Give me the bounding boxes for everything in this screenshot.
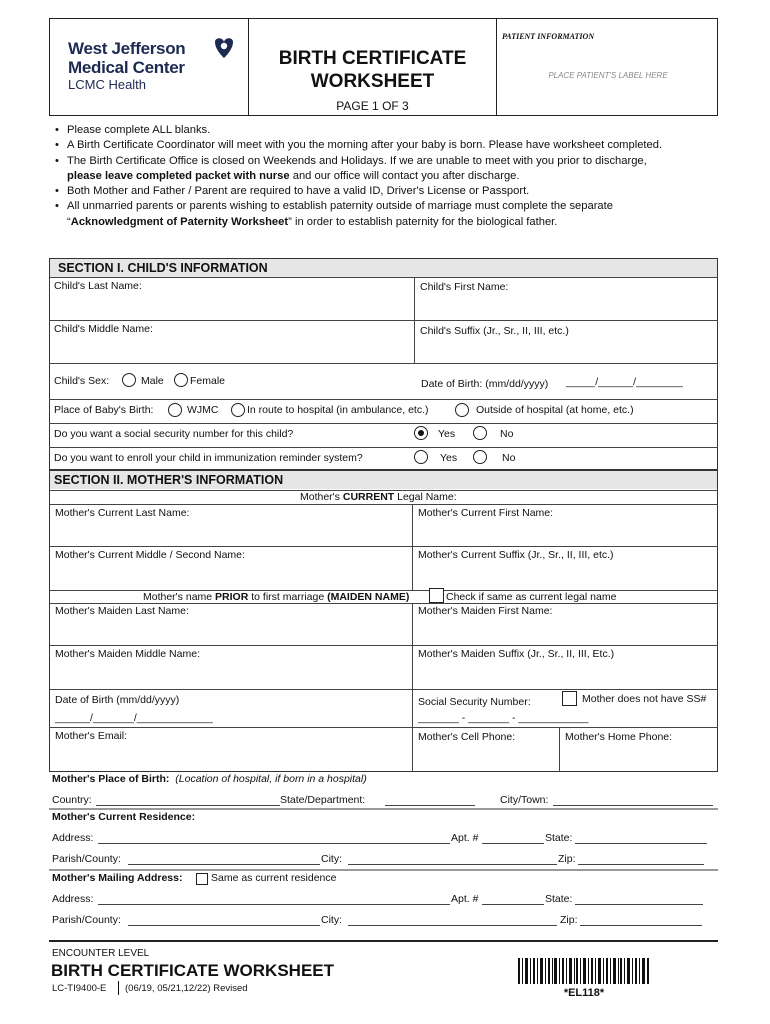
- divider: [49, 808, 718, 810]
- logo-mark-icon: [211, 36, 237, 62]
- residence-parish-input[interactable]: [128, 864, 320, 865]
- instruction-text: Both Mother and Father / Parent are required to have a valid ID, Driver's License or Passport.: [67, 185, 530, 198]
- city-town-input[interactable]: [553, 805, 713, 806]
- mailing-city-label: City:: [321, 914, 342, 926]
- country-label: Country:: [52, 794, 92, 806]
- list-item: [55, 123, 715, 138]
- child-dob-input[interactable]: _____/______/________: [566, 376, 683, 388]
- female-label: Female: [190, 375, 226, 387]
- mother-current-first-name-field[interactable]: Mother's Current First Name:: [418, 507, 554, 519]
- form-number: LC-TI9400-E: [52, 983, 107, 994]
- divider: [49, 320, 718, 321]
- patient-label-area: PLACE PATIENT'S LABEL HERE: [548, 71, 668, 80]
- mailing-parish-label: Parish/County:: [52, 914, 121, 926]
- divider: [49, 603, 718, 604]
- instruction-text: The Birth Certificate Office is closed on Weekends and Holidays. If we are unable to meet with you prior to discharge,: [67, 154, 647, 167]
- heading-bold: Mother's Current Residence:: [52, 811, 196, 823]
- divider: [49, 504, 718, 505]
- heading-bold: PRIOR: [215, 591, 249, 603]
- child-dob-label: Date of Birth: (mm/dd/yyyy): [421, 378, 549, 390]
- mailing-state-input[interactable]: [575, 904, 703, 905]
- header-divider: [496, 19, 497, 115]
- divider: [49, 423, 718, 424]
- mailing-city-input[interactable]: [348, 925, 557, 926]
- org-name-line2: Medical Center: [68, 58, 185, 77]
- divider: [49, 546, 718, 547]
- encounter-level: ENCOUNTER LEVEL: [52, 948, 150, 959]
- mailing-address-heading: [52, 872, 182, 884]
- instruction-text: All unmarried parents or parents wishing to establish paternity outside of marriage must complete the separate: [67, 200, 613, 213]
- residence-state-label: State:: [545, 832, 573, 844]
- maiden-name-heading: [143, 591, 409, 603]
- residence-zip-input[interactable]: [578, 864, 704, 865]
- sex-female-radio[interactable]: [174, 373, 188, 387]
- ssn-no-radio[interactable]: [473, 426, 487, 440]
- divider: [49, 277, 718, 278]
- divider: [49, 689, 718, 690]
- patient-info-heading: PATIENT INFORMATION: [502, 32, 595, 41]
- revision-dates: (06/19, 05/21,12/22) Revised: [125, 983, 248, 994]
- heading-text: Legal Name:: [394, 491, 457, 503]
- mother-current-suffix-field[interactable]: Mother's Current Suffix (Jr., Sr., II, III, etc.): [418, 549, 614, 561]
- org-name-line3: LCMC Health: [68, 77, 147, 92]
- place-outside-radio[interactable]: [455, 403, 469, 417]
- divider: [49, 727, 718, 728]
- mailing-address-input[interactable]: [98, 904, 450, 905]
- barcode: [518, 958, 650, 984]
- mailing-address-label: Address:: [52, 893, 94, 905]
- mother-maiden-suffix-field[interactable]: Mother's Maiden Suffix (Jr., Sr., II, III, Etc.): [418, 648, 615, 660]
- state-department-input[interactable]: [385, 805, 475, 806]
- current-legal-name-heading: [300, 491, 457, 503]
- place-of-birth-label: Place of Baby's Birth:: [54, 404, 154, 416]
- mother-maiden-last-name-field[interactable]: Mother's Maiden Last Name:: [55, 605, 189, 617]
- instruction-bold: please leave completed packet with nurse: [67, 169, 290, 182]
- heading-bold: CURRENT: [342, 491, 395, 503]
- mother-dob-input[interactable]: ______/_______/_____________: [55, 712, 213, 724]
- instruction-text: A Birth Certificate Coordinator will meet with you the morning after your baby is born. Please have worksheet completed.: [67, 139, 663, 152]
- heading-bold: Mother's Mailing Address:: [52, 872, 183, 884]
- section1-title: SECTION I. CHILD'S INFORMATION: [58, 261, 268, 275]
- immunization-yes-radio[interactable]: [414, 450, 428, 464]
- same-as-residence-checkbox[interactable]: [196, 873, 208, 885]
- no-ssn-checkbox[interactable]: [562, 691, 577, 706]
- instruction-text: in order to establish paternity for the biological father.: [291, 215, 558, 228]
- footer-rule: [49, 940, 718, 942]
- mother-cell-phone-field[interactable]: Mother's Cell Phone:: [418, 731, 516, 743]
- city-town-label: City/Town:: [500, 794, 549, 806]
- instruction-text: Please complete ALL blanks.: [67, 124, 211, 136]
- place-in-route-radio[interactable]: [231, 403, 245, 417]
- no-label: No: [500, 428, 514, 440]
- header-box: [49, 18, 718, 116]
- list-item: [55, 138, 715, 153]
- yes-label: Yes: [438, 428, 456, 440]
- residence-city-input[interactable]: [348, 864, 557, 865]
- quote-mark: ”: [288, 215, 292, 228]
- ssn-yes-radio[interactable]: [414, 426, 428, 440]
- mother-email-field[interactable]: Mother's Email:: [55, 730, 128, 742]
- same-as-legal-checkbox[interactable]: [429, 588, 444, 603]
- page-number: PAGE 1 OF 3: [336, 99, 409, 113]
- heading-bold: (MAIDEN NAME): [327, 591, 410, 603]
- same-as-residence-label: Same as current residence: [211, 872, 337, 884]
- current-residence-heading: [52, 811, 195, 823]
- footer-title: BIRTH CERTIFICATE WORKSHEET: [51, 961, 335, 980]
- divider: [412, 504, 413, 590]
- residence-address-input[interactable]: [98, 843, 450, 844]
- divider: [559, 727, 560, 772]
- heading-text: Mother's name: [143, 591, 216, 603]
- child-last-name-field[interactable]: Child's Last Name:: [54, 280, 142, 292]
- form-title-line1: BIRTH CERTIFICATE: [278, 48, 467, 69]
- residence-city-label: City:: [321, 853, 342, 865]
- country-input[interactable]: [96, 805, 280, 806]
- heading-text: Mother's: [300, 491, 343, 503]
- no-ssn-label: Mother does not have SS#: [582, 693, 707, 705]
- mother-dob-label: Date of Birth (mm/dd/yyyy): [55, 694, 180, 706]
- no-label: No: [502, 452, 516, 464]
- in-route-label: In route to hospital (in ambulance, etc.): [247, 404, 429, 416]
- place-wjmc-radio[interactable]: [168, 403, 182, 417]
- form-title-line2: WORKSHEET: [310, 71, 435, 92]
- mailing-zip-input[interactable]: [580, 925, 702, 926]
- mother-ssn-label: Social Security Number:: [418, 696, 531, 708]
- divider: [49, 363, 718, 364]
- divider: [412, 689, 413, 772]
- residence-address-label: Address:: [52, 832, 94, 844]
- divider: [49, 447, 718, 448]
- instructions-list: [55, 123, 715, 230]
- instruction-text: and our office will contact you after discharge.: [289, 169, 520, 182]
- heading-text: to first marriage: [248, 591, 328, 603]
- divider: [49, 399, 718, 400]
- child-middle-name-field[interactable]: Child's Middle Name:: [54, 323, 153, 335]
- mother-current-last-name-field[interactable]: Mother's Current Last Name:: [55, 507, 190, 519]
- residence-apt-label: Apt. #: [451, 832, 479, 844]
- barcode-text: *EL118*: [563, 987, 605, 999]
- organization-logo: [68, 39, 238, 92]
- child-sex-label: Child's Sex:: [54, 375, 110, 387]
- list-item: [55, 199, 715, 230]
- mailing-apt-input[interactable]: [482, 904, 544, 905]
- residence-apt-input[interactable]: [482, 843, 544, 844]
- same-as-legal-label: Check if same as current legal name: [446, 591, 617, 603]
- yes-label: Yes: [440, 452, 458, 464]
- mother-place-of-birth-heading: [52, 773, 367, 785]
- divider: [412, 603, 413, 689]
- immunization-question: Do you want to enroll your child in immunization reminder system?: [54, 452, 363, 464]
- list-item: [55, 154, 715, 185]
- sex-male-radio[interactable]: [122, 373, 136, 387]
- male-label: Male: [141, 375, 164, 387]
- state-department-label: State/Department:: [280, 794, 366, 806]
- mailing-apt-label: Apt. #: [451, 893, 479, 905]
- child-first-name-field[interactable]: Child's First Name:: [420, 281, 509, 293]
- outside-label: Outside of hospital (at home, etc.): [476, 404, 634, 416]
- heading-bold: Mother's Place of Birth:: [52, 773, 170, 785]
- mother-home-phone-field[interactable]: Mother's Home Phone:: [565, 731, 673, 743]
- divider: [49, 869, 718, 871]
- footer-separator: [118, 981, 119, 995]
- heading-italic: (Location of hospital, if born in a hospital): [175, 773, 367, 785]
- instruction-bold: Acknowledgment of Paternity Worksheet: [70, 215, 289, 228]
- wjmc-label: WJMC: [187, 404, 219, 416]
- residence-parish-label: Parish/County:: [52, 853, 121, 865]
- child-suffix-field[interactable]: Child's Suffix (Jr., Sr., II, III, etc.): [420, 325, 569, 337]
- mother-current-middle-name-field[interactable]: Mother's Current Middle / Second Name:: [55, 549, 245, 561]
- divider: [49, 645, 718, 646]
- residence-zip-label: Zip:: [558, 853, 576, 865]
- quote-mark: “: [67, 215, 71, 228]
- section2-title: SECTION II. MOTHER'S INFORMATION: [54, 473, 284, 487]
- mailing-state-label: State:: [545, 893, 573, 905]
- ssn-question: Do you want a social security number for this child?: [54, 428, 294, 440]
- mother-maiden-first-name-field[interactable]: Mother's Maiden First Name:: [418, 605, 553, 617]
- mailing-zip-label: Zip:: [560, 914, 578, 926]
- residence-state-input[interactable]: [575, 843, 707, 844]
- form-title: [249, 47, 496, 93]
- mother-maiden-middle-name-field[interactable]: Mother's Maiden Middle Name:: [55, 648, 200, 660]
- immunization-no-radio[interactable]: [473, 450, 487, 464]
- mailing-parish-input[interactable]: [128, 925, 320, 926]
- list-item: [55, 184, 715, 199]
- mother-ssn-input[interactable]: _______ - _______ - ____________: [418, 712, 589, 724]
- org-name-line1: West Jefferson: [68, 39, 186, 58]
